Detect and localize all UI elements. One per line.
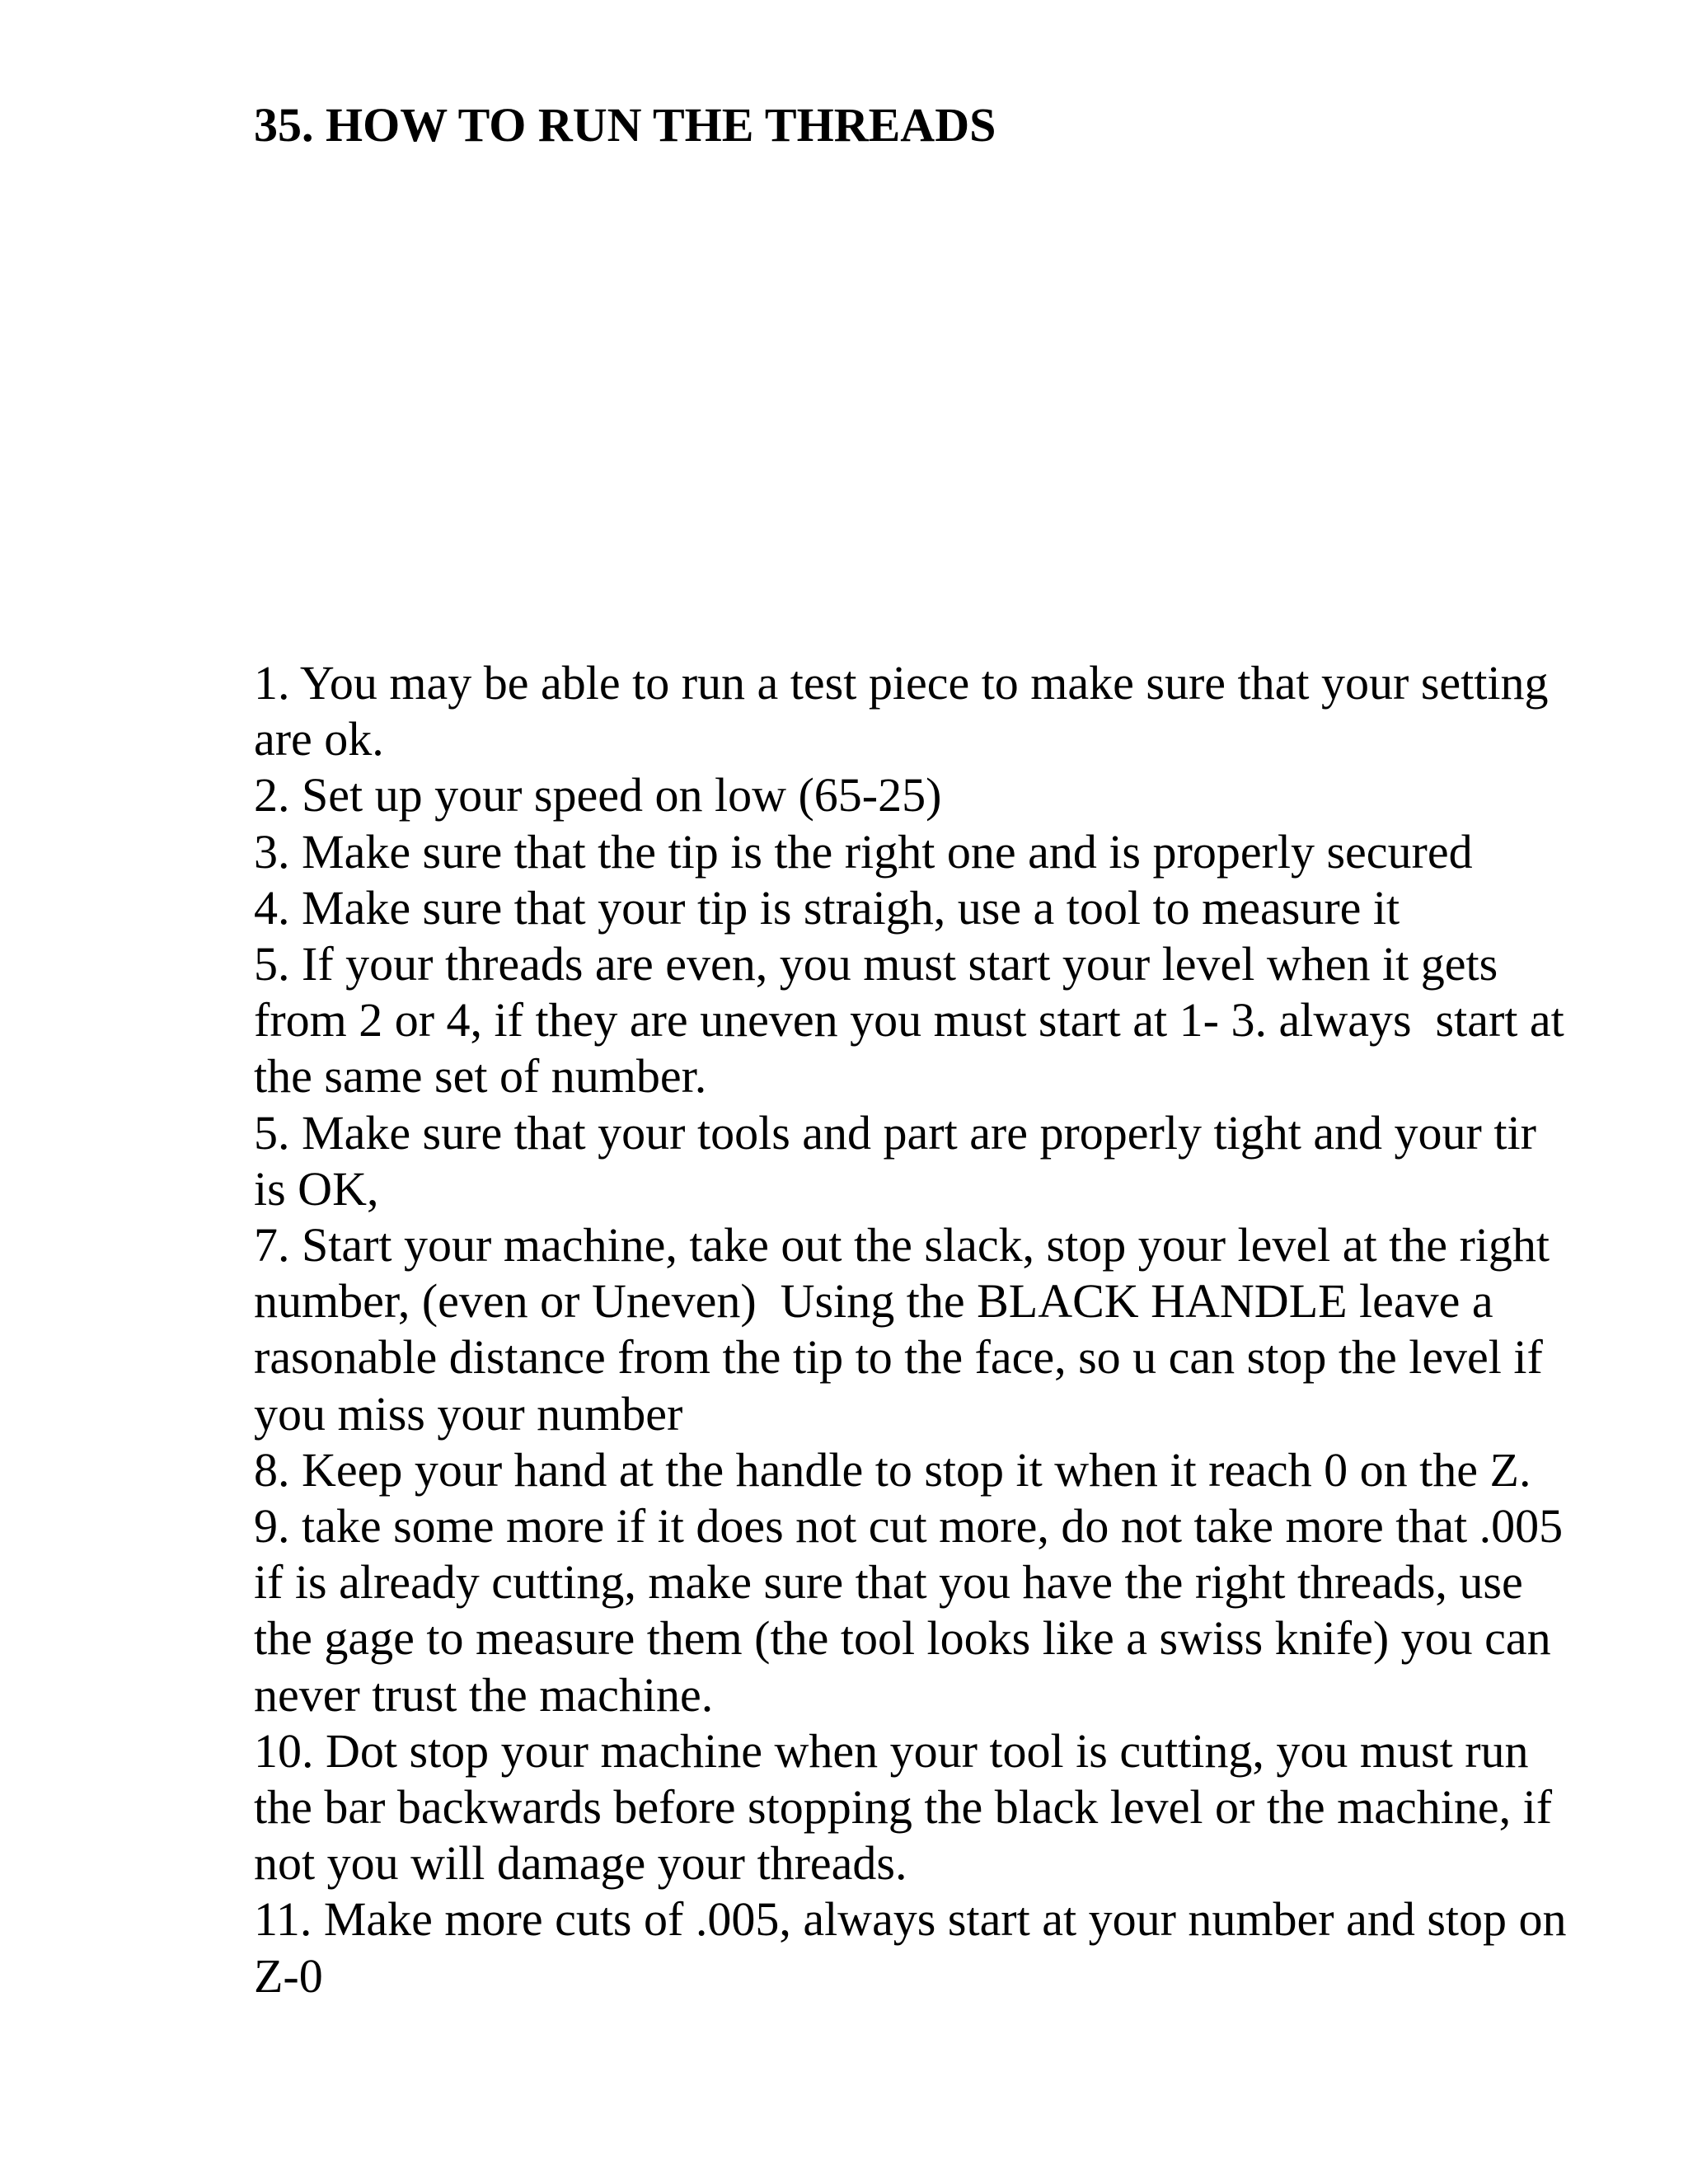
- text-line: 4. Make sure that your tip is straigh, use a tool to measure it: [254, 880, 1400, 935]
- text-line: are ok.: [254, 712, 384, 766]
- text-line: is OK,: [254, 1161, 379, 1216]
- text-line: Z-0: [254, 1948, 323, 2003]
- text-line: not you will damage your threads.: [254, 1836, 907, 1891]
- text-line: the bar backwards before stopping the black level or the machine, if: [254, 1780, 1553, 1835]
- text-line: 7. Start your machine, take out the slack, stop your level at the right: [254, 1218, 1550, 1272]
- text-line: from 2 or 4, if they are uneven you must start at 1- 3. always start at: [254, 993, 1564, 1047]
- instruction-list: [254, 655, 1639, 2004]
- text-line: 2. Set up your speed on low (65-25): [254, 768, 942, 823]
- text-line: 9. take some more if it does not cut more, do not take more that .005: [254, 1499, 1564, 1554]
- text-line: 1. You may be able to run a test piece to make sure that your setting: [254, 656, 1549, 710]
- text-line: rasonable distance from the tip to the face, so u can stop the level if: [254, 1330, 1543, 1385]
- text-line: you miss your number: [254, 1386, 683, 1441]
- text-line: 10. Dot stop your machine when your tool is cutting, you must run: [254, 1723, 1529, 1778]
- text-line: 5. Make sure that your tools and part are properly tight and your tir: [254, 1105, 1536, 1160]
- text-line: if is already cutting, make sure that you have the right threads, use: [254, 1555, 1523, 1610]
- text-line: 8. Keep your hand at the handle to stop it when it reach 0 on the Z.: [254, 1442, 1531, 1497]
- text-line: 11. Make more cuts of .005, always start at your number and stop on: [254, 1892, 1567, 1947]
- text-line: the gage to measure them (the tool looks like a swiss knife) you can: [254, 1611, 1551, 1666]
- text-line: the same set of number.: [254, 1049, 707, 1104]
- text-line: 3. Make sure that the tip is the right one and is properly secured: [254, 824, 1473, 879]
- text-line: never trust the machine.: [254, 1667, 714, 1722]
- text-line: 5. If your threads are even, you must start your level when it gets: [254, 937, 1498, 991]
- text-line: number, (even or Uneven) Using the BLACK HANDLE leave a: [254, 1274, 1493, 1329]
- page-title: 35. HOW TO RUN THE THREADS: [254, 98, 996, 152]
